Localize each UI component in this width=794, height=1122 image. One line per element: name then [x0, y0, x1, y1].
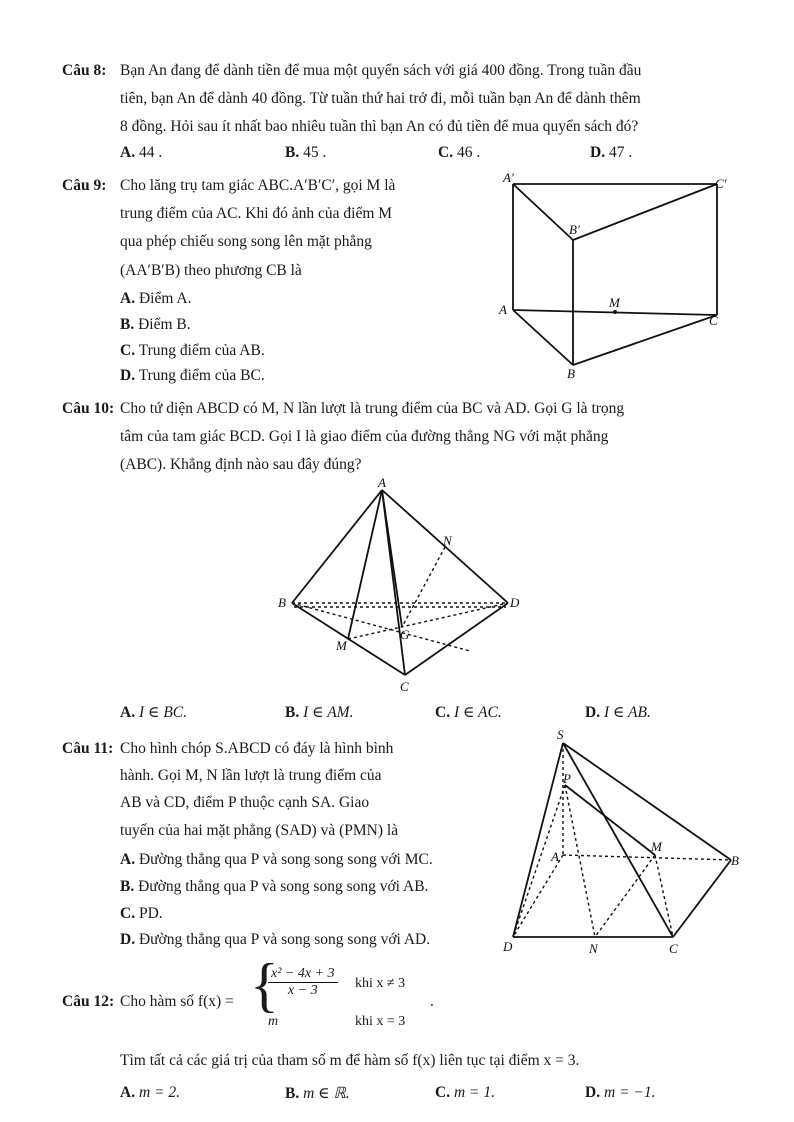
question-text-line: 8 đồng. Hỏi sau ít nhất bao nhiêu tuần thì bạn An có đủ tiền để mua quyển sách đó?: [120, 118, 639, 135]
edge-ab-hidden: [563, 855, 731, 860]
label-m: M: [609, 295, 620, 310]
edge-a1b1: [513, 184, 573, 240]
option-b[interactable]: B. Điểm B.: [120, 316, 191, 333]
question-text-line: (AA′B′B) theo phương CB là: [120, 262, 302, 279]
label-b: B: [731, 853, 739, 868]
option-b[interactable]: B. I ∈ AM.: [285, 704, 354, 721]
segment-pm: [565, 785, 655, 855]
label-b: B: [278, 595, 286, 610]
edge-cb: [673, 860, 731, 937]
option-c[interactable]: C. m = 1.: [435, 1084, 495, 1101]
prism-figure: [495, 170, 745, 385]
edge-dc: [405, 603, 508, 675]
edge-b1c1: [573, 184, 717, 240]
question-text-line: (ABC). Khẳng định nào sau đây đúng?: [120, 456, 362, 473]
label-c: C: [400, 679, 409, 694]
edge-bc: [573, 315, 717, 365]
option-b[interactable]: B. 45 .: [285, 144, 327, 161]
tetrahedron-figure: [270, 475, 530, 700]
case2-condition: khi x = 3: [355, 1014, 406, 1029]
option-c[interactable]: C. 46 .: [438, 144, 481, 161]
case1-condition: khi x ≠ 3: [355, 976, 406, 991]
question-text-line: Cho hình chóp S.ABCD có đáy là hình bình: [120, 740, 394, 757]
label-a: A: [378, 475, 386, 490]
label-c: C: [669, 941, 678, 956]
option-a[interactable]: A. m = 2.: [120, 1084, 180, 1101]
option-d[interactable]: D. 47 .: [590, 144, 633, 161]
option-d[interactable]: D. Đường thẳng qua P và song song song với AD.: [120, 931, 431, 948]
segment-mc: [655, 855, 673, 937]
question-text-line: Bạn An đang để dành tiền để mua một quyển sách với giá 400 đồng. Trong tuần đầu: [120, 62, 642, 79]
edge-sb: [563, 743, 731, 860]
fraction-denominator: x − 3: [287, 983, 318, 998]
function-intro: Cho hàm số f(x) =: [120, 993, 234, 1010]
label-a1: A′: [503, 170, 514, 185]
question-label: Câu 9:: [62, 177, 107, 194]
label-g: G: [400, 627, 410, 642]
edge-ab: [513, 310, 573, 365]
option-b[interactable]: B. Đường thẳng qua P và song song song với AB.: [120, 878, 429, 895]
option-c[interactable]: C. I ∈ AC.: [435, 704, 502, 721]
option-c[interactable]: C. Trung điểm của AB.: [120, 342, 265, 359]
label-d: D: [510, 595, 520, 610]
case1-fraction: [268, 966, 338, 999]
question-text-line: tuyến của hai mặt phẳng (SAD) và (PMN) là: [120, 822, 399, 839]
label-d: D: [503, 939, 513, 954]
segment-mn: [595, 855, 655, 937]
label-n: N: [589, 941, 598, 956]
option-d[interactable]: D. m = −1.: [585, 1084, 656, 1101]
edge-sd: [513, 743, 563, 937]
label-p: P: [563, 771, 571, 786]
label-m: M: [651, 839, 662, 854]
option-a[interactable]: A. Đường thẳng qua P và song song song với MC.: [120, 851, 433, 868]
question-text-line: tâm của tam giác BCD. Gọi I là giao điểm của đường thẳng NG với mặt phẳng: [120, 428, 609, 445]
option-a[interactable]: A. 44 .: [120, 144, 163, 161]
piecewise-brace: {: [250, 952, 279, 1018]
option-c[interactable]: C. PD.: [120, 905, 163, 922]
question-text-line: tiên, bạn An để dành 40 đồng. Từ tuần thứ hai trở đi, mỗi tuần bạn An để dành thêm: [120, 90, 641, 107]
label-n: N: [443, 533, 452, 548]
label-b: B: [567, 366, 575, 381]
question-text-line: AB và CD, điểm P thuộc cạnh SA. Giao: [120, 794, 370, 811]
option-d[interactable]: D. I ∈ AB.: [585, 704, 651, 721]
question-text-line: Cho lăng trụ tam giác ABC.A′B′C′, gọi M là: [120, 177, 396, 194]
option-b[interactable]: B. m ∈ ℝ.: [285, 1085, 350, 1102]
question-text-line: Tìm tất cả các giá trị của tham số m để hàm số f(x) liên tục tại điểm x = 3.: [120, 1052, 580, 1069]
label-a: A: [551, 849, 559, 864]
point-m: [613, 310, 617, 314]
piecewise-end: .: [430, 993, 434, 1010]
pyramid-figure: [495, 725, 745, 960]
question-text-line: Cho tứ diện ABCD có M, N lần lượt là trung điểm của BC và AD. Gọi G là trọng: [120, 400, 625, 417]
label-s: S: [557, 727, 564, 742]
fraction-numerator: x² − 4x + 3: [268, 966, 338, 983]
question-label: Câu 11:: [62, 740, 114, 757]
label-m: M: [336, 638, 347, 653]
case2-value: m: [268, 1014, 279, 1029]
segment-md: [348, 603, 508, 639]
option-a[interactable]: A. Điểm A.: [120, 290, 192, 307]
question-label: Câu 8:: [62, 62, 107, 79]
question-text-line: trung điểm của AC. Khi đó ảnh của điểm M: [120, 205, 393, 222]
option-d[interactable]: D. Trung điểm của BC.: [120, 367, 265, 384]
label-c1: C′: [715, 176, 727, 191]
question-label: Câu 12:: [62, 993, 115, 1010]
segment-b-median: [292, 603, 470, 651]
segment-pn: [565, 785, 595, 937]
option-a[interactable]: A. I ∈ BC.: [120, 704, 188, 721]
edge-ad-hidden: [513, 855, 563, 937]
question-text-line: hành. Gọi M, N lần lượt là trung điểm của: [120, 767, 382, 784]
question-text-line: qua phép chiếu song song lên mặt phẳng: [120, 233, 372, 250]
label-b1: B′: [569, 222, 580, 237]
question-label: Câu 10:: [62, 400, 115, 417]
segment-ng: [402, 547, 445, 627]
label-a: A: [499, 302, 507, 317]
label-c: C: [709, 313, 718, 328]
